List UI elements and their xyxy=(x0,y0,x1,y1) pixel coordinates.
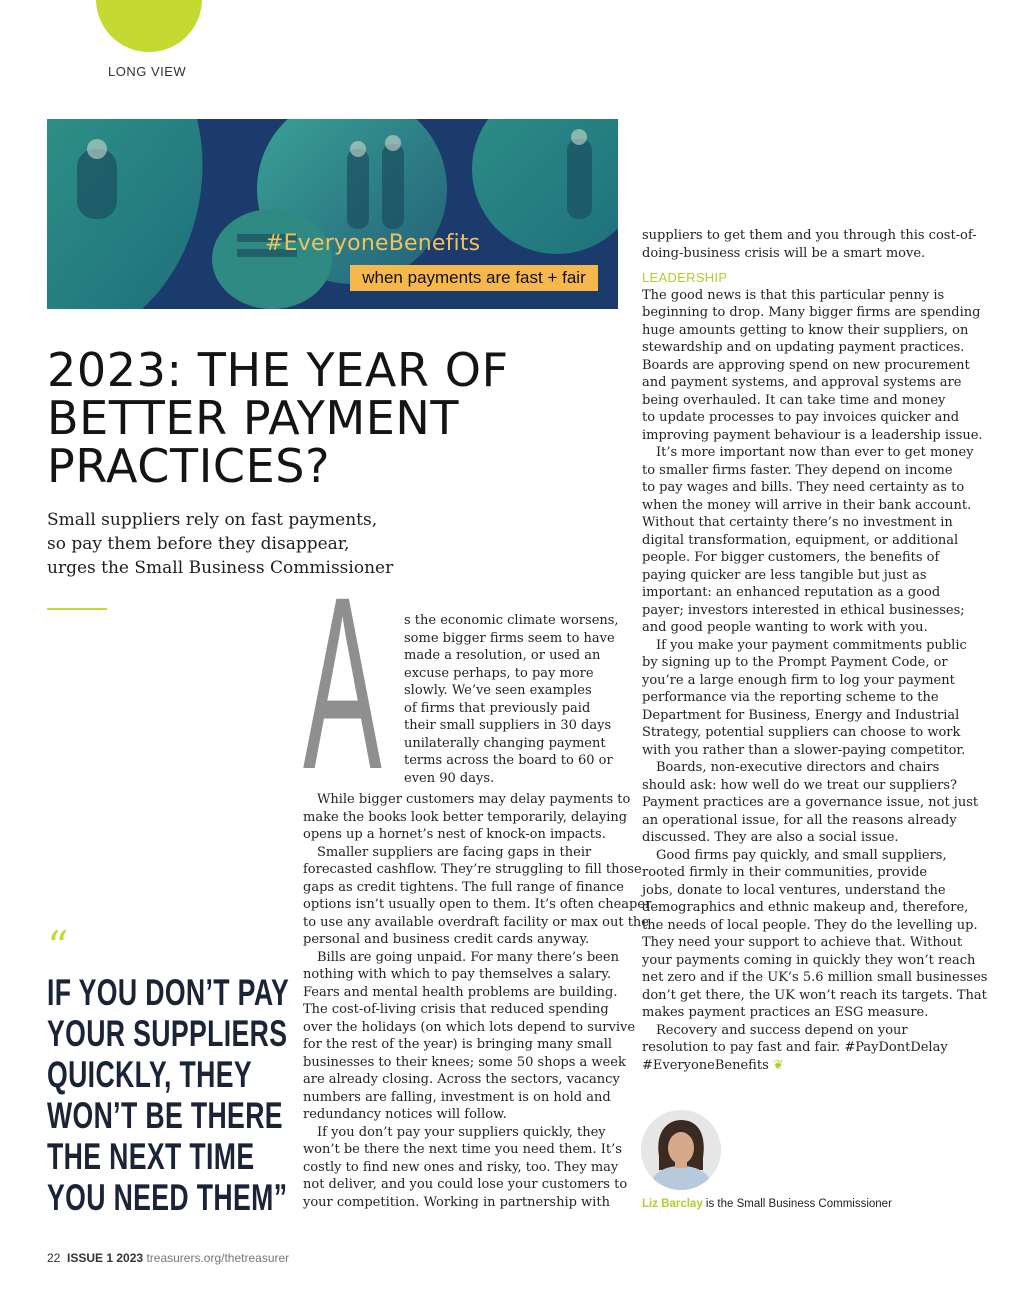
photo-segment-4 xyxy=(212,209,332,309)
body-column-a-top xyxy=(404,612,619,787)
body-line: slowly. We’ve seen examples xyxy=(404,683,592,698)
author-name: Liz Barclay xyxy=(642,1198,703,1210)
body-line: costly to find new ones and risky, too. They may xyxy=(303,1159,619,1175)
page-number: 22 xyxy=(47,1251,61,1265)
body-line: Without that certainty there’s no investment in xyxy=(642,515,953,530)
pullquote-line: THE NEXT TIME xyxy=(47,1136,255,1177)
standfirst-line: urges the Small Business Commissioner xyxy=(47,558,394,578)
body-line: Payment practices are a governance issue, not just xyxy=(642,795,979,810)
body-line: It’s more important now than ever to get money xyxy=(656,445,974,460)
body-line: Strategy, potential suppliers can choose to work xyxy=(642,725,961,740)
body-line: not deliver, and you could lose your customers to xyxy=(303,1177,628,1192)
body-line: Boards are approving spend on new procurement xyxy=(642,357,970,373)
body-line: even 90 days. xyxy=(404,770,495,786)
body-line: options isn’t usually open to them. It’s often cheaper xyxy=(303,897,652,912)
body-line: Boards, non-executive directors and chairs xyxy=(656,760,940,775)
body-line: your payments coming in quickly they won’t reach xyxy=(642,952,976,968)
headline-line: 2023: THE YEAR OF xyxy=(47,343,509,397)
author-caption xyxy=(642,1198,892,1210)
body-line: their small suppliers in 30 days xyxy=(404,718,612,733)
pullquote-line: QUICKLY, THEY xyxy=(47,1054,253,1095)
headline-line: BETTER PAYMENT xyxy=(47,391,460,445)
body-line: made a resolution, or used an xyxy=(404,648,601,663)
body-line: The good news is that this particular penny is xyxy=(642,287,945,303)
body-line: personal and business credit cards anyway. xyxy=(303,932,590,947)
body-line: an operational issue, for all the reasons already xyxy=(642,812,957,828)
issue-label: ISSUE 1 2023 xyxy=(67,1251,144,1265)
body-line: Smaller suppliers are facing gaps in their xyxy=(317,844,592,860)
body-line: s the economic climate worsens, xyxy=(404,613,619,628)
body-line: nothing with which to pay themselves a salary. xyxy=(303,967,612,982)
pullquote-line: WON’T BE THERE xyxy=(47,1095,283,1136)
pullquote-line: IF YOU DON’T PAY xyxy=(47,972,290,1013)
body-line: numbers are falling, investment is on hold and xyxy=(303,1089,611,1105)
banner-hashtag: #EveryoneBenefits xyxy=(265,231,481,256)
body-line: rooted firmly in their communities, provide xyxy=(642,865,928,880)
body-line: huge amounts getting to know their suppliers, on xyxy=(642,322,969,338)
body-line: Department for Business, Energy and Industrial xyxy=(642,707,960,723)
body-line: terms across the board to 60 or xyxy=(404,753,613,768)
body-line: net zero and if the UK’s 5.6 million small businesses xyxy=(642,970,988,985)
headline-line: PRACTICES? xyxy=(47,439,331,493)
body-line: you’re a large enough firm to log your payment xyxy=(642,672,955,688)
body-line: Recovery and success depend on your xyxy=(656,1022,908,1038)
body-line: won’t be there the next time you need them. It’s xyxy=(303,1142,622,1157)
pullquote-line: YOUR SUPPLIERS xyxy=(47,1013,288,1054)
body-line: unilaterally changing payment xyxy=(404,735,606,751)
pullquote-mark: “ xyxy=(47,922,69,971)
body-line: makes payment practices an ESG measure. xyxy=(642,1005,929,1020)
body-line: Good firms pay quickly, and small suppliers, xyxy=(656,847,947,863)
body-line: Fears and mental health problems are building. xyxy=(303,984,618,1000)
body-line: some bigger firms seem to have xyxy=(404,630,615,646)
banner-image xyxy=(47,119,618,309)
body-line: when the money will arrive in their bank account. xyxy=(642,497,972,513)
body-line: to update processes to pay invoices quicker and xyxy=(642,410,960,425)
author-photo xyxy=(641,1110,721,1190)
body-line: for the rest of the year) is bringing many small xyxy=(303,1037,613,1052)
body-line: beginning to drop. Many bigger firms are spending xyxy=(642,305,981,320)
body-line-text: #EveryoneBenefits xyxy=(642,1057,769,1073)
standfirst-line: so pay them before they disappear, xyxy=(47,534,350,554)
body-line: opens up a hornet’s nest of knock-on impacts. xyxy=(303,827,606,842)
subheading-leadership: LEADERSHIP xyxy=(642,270,728,285)
body-line: to use any available overdraft facility or max out the xyxy=(303,914,649,930)
body-line: stewardship and on updating payment practices. xyxy=(642,340,965,355)
body-line: and payment systems, and approval systems are xyxy=(642,375,962,390)
body-line xyxy=(642,1057,987,1075)
body-line: being overhauled. It can take time and money xyxy=(642,392,946,408)
standfirst-line: Small suppliers rely on fast payments, xyxy=(47,510,378,530)
body-line: The cost-of-living crisis that reduced spending xyxy=(303,1002,609,1017)
body-line: gaps as credit tightens. The full range of finance xyxy=(303,879,624,895)
body-line: should ask: how well do we treat our suppliers? xyxy=(642,777,957,793)
pullquote-line: YOU NEED THEM” xyxy=(47,1177,288,1218)
author-role: is the Small Business Commissioner xyxy=(702,1198,892,1210)
body-column-a-bottom xyxy=(303,791,651,1211)
body-line: your competition. Working in partnership with xyxy=(303,1194,610,1210)
body-line: excuse perhaps, to pay more xyxy=(404,665,594,681)
body-line: discussed. They are also a social issue. xyxy=(642,830,899,845)
drop-cap: A xyxy=(303,546,382,821)
body-line: If you make your payment commitments public xyxy=(656,637,967,653)
body-line: digital transformation, equipment, or additional xyxy=(642,532,959,548)
body-line: of firms that previously paid xyxy=(404,700,591,716)
body-line: They need your support to achieve that. Without xyxy=(642,935,963,950)
headline xyxy=(47,343,607,493)
end-mark-icon: ❦ xyxy=(768,1057,784,1073)
body-line: don’t get there, the UK won’t reach its targets. That xyxy=(642,987,987,1003)
pullquote xyxy=(47,972,289,1218)
body-line: redundancy notices will follow. xyxy=(303,1107,507,1122)
body-line: Bills are going unpaid. For many there’s been xyxy=(317,949,619,965)
body-line: doing-business crisis will be a smart move. xyxy=(642,245,926,261)
page-footer xyxy=(47,1251,289,1265)
body-line: demographics and ethnic makeup and, therefore, xyxy=(642,900,969,915)
website-link[interactable]: treasurers.org/thetreasurer xyxy=(146,1251,290,1265)
body-line: businesses to their knees; some 50 shops a week xyxy=(303,1054,626,1070)
body-column-b xyxy=(642,227,987,1074)
body-line: people. For bigger customers, the benefits of xyxy=(642,550,940,565)
body-line: to smaller firms faster. They depend on income xyxy=(642,462,953,478)
body-line: jobs, donate to local ventures, understand the xyxy=(642,882,946,898)
body-line: If you don’t pay your suppliers quickly, they xyxy=(317,1124,606,1140)
body-line: important: an enhanced reputation as a good xyxy=(642,585,941,600)
accent-divider xyxy=(47,608,107,610)
body-line: forecasted cashflow. They’re struggling to fill those xyxy=(303,862,642,877)
body-line: performance via the reporting scheme to the xyxy=(642,690,939,705)
body-line: paying quicker are less tangible but just as xyxy=(642,567,927,583)
body-line: suppliers to get them and you through this cost-of- xyxy=(642,228,977,243)
body-line: with you rather than a slower-paying competitor. xyxy=(642,742,966,758)
body-line: improving payment behaviour is a leadership issue. xyxy=(642,427,983,443)
body-line: are already closing. Across the sectors, vacancy xyxy=(303,1072,620,1087)
section-label: LONG VIEW xyxy=(108,64,187,79)
body-line: payer; investors interested in ethical businesses; xyxy=(642,602,965,618)
body-line: make the books look better temporarily, delaying xyxy=(303,809,628,825)
body-line: While bigger customers may delay payments to xyxy=(317,792,631,807)
body-line: by signing up to the Prompt Payment Code, or xyxy=(642,655,948,670)
body-line: over the holidays (on which lots depend to survive xyxy=(303,1019,636,1035)
decorative-circle xyxy=(96,0,202,52)
banner-tagline: when payments are fast + fair xyxy=(350,265,598,291)
body-line: to pay wages and bills. They need certainty as to xyxy=(642,480,965,495)
body-line: and good people wanting to work with you. xyxy=(642,620,928,635)
body-line: the needs of local people. They do the levelling up. xyxy=(642,917,978,933)
body-line: resolution to pay fast and fair. #PayDontDelay xyxy=(642,1040,948,1055)
